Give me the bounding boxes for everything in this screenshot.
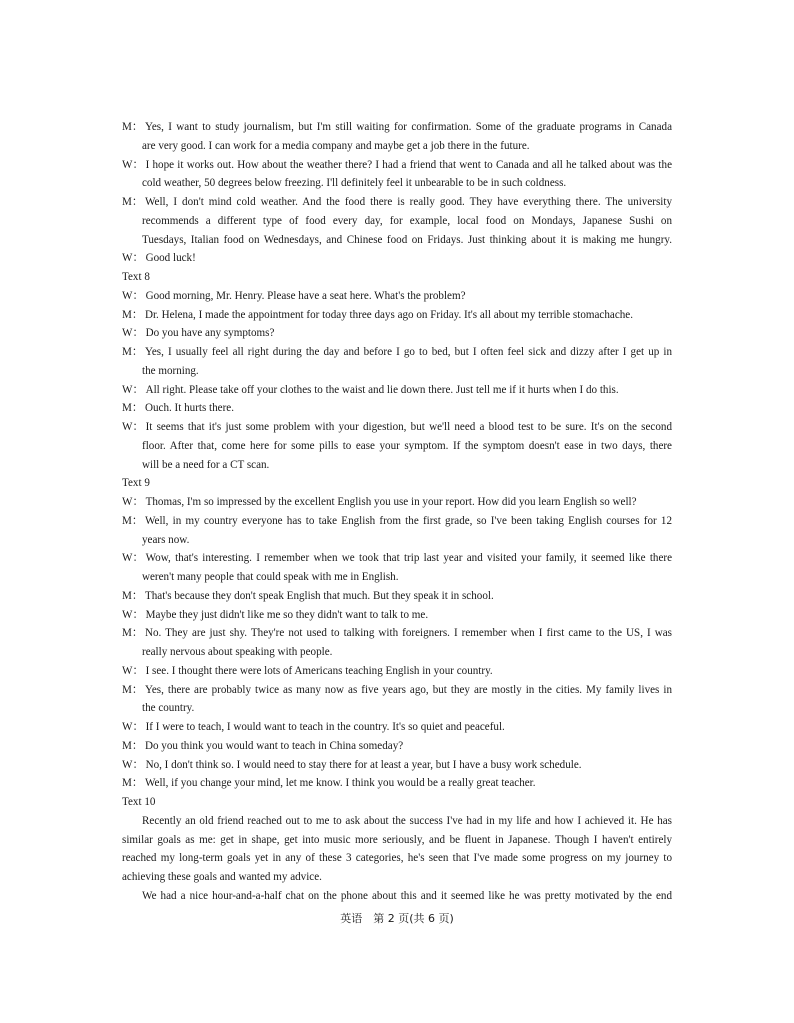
- dialogue-line: [122, 324, 672, 343]
- dialogue-line: [122, 606, 672, 625]
- dialogue-continuation: will be a need for a CT scan.: [142, 458, 270, 471]
- dialogue-continuation: recommends a different type of food every day, for example, local food on Mondays, Japanese Sushi on: [142, 214, 672, 227]
- dialogue-line: [122, 756, 672, 775]
- dialogue-text: Yes, I usually feel all right during the day and before I go to bed, but I often feel sick and dizzy after I get up in: [144, 346, 672, 358]
- section-heading: Text 10: [122, 796, 156, 808]
- dialogue-text: It seems that it's just some problem with your digestion, but we'll need a blood test to be sure. It's on the second: [145, 421, 672, 433]
- dialogue-line: [122, 718, 672, 737]
- page-footer: 英语 第 2 页(共 6 页): [340, 912, 454, 925]
- dialogue-text: Good morning, Mr. Henry. Please have a seat here. What's the problem?: [145, 289, 466, 302]
- dialogue-text: Well, if you change your mind, let me know. I think you would be a really great teacher.: [144, 777, 536, 790]
- dialogue-continuation: are very good. I can work for a media company and maybe get a job there in the future.: [142, 139, 530, 152]
- speaker-label: M：: [122, 196, 143, 208]
- speaker-label: W：: [122, 383, 144, 396]
- speaker-label: M：: [122, 121, 143, 133]
- speaker-label: W：: [122, 664, 144, 677]
- speaker-label: W：: [122, 158, 144, 171]
- dialogue-continuation: really nervous about speaking with people.: [142, 646, 333, 658]
- speaker-label: W：: [122, 252, 144, 265]
- dialogue-text: Do you have any symptoms?: [145, 327, 275, 340]
- dialogue-line: [122, 493, 672, 512]
- dialogue-continuation: the country.: [142, 702, 195, 715]
- paragraph-last-line: achieving these goals and wanted my advice.: [122, 871, 322, 883]
- dialogue-line: [122, 399, 672, 418]
- dialogue-text: Well, in my country everyone has to take English from the first grade, so I've been taking English courses for 12: [144, 514, 672, 527]
- dialogue-text: No. They are just shy. They're not used to talking with foreigners. I remember when I first came to the US, I was: [144, 627, 672, 640]
- dialogue-text: Dr. Helena, I made the appointment for today three days ago on Friday. It's all about my terrible stomachache.: [144, 308, 633, 321]
- dialogue-text: No, I don't think so. I would need to stay there for at least a year, but I have a busy work schedule.: [145, 758, 582, 771]
- dialogue-line: [122, 681, 672, 700]
- dialogue-line: [122, 662, 672, 681]
- speaker-label: M：: [122, 777, 143, 790]
- dialogue-text: I see. I thought there were lots of Americans teaching English in your country.: [145, 664, 493, 677]
- speaker-label: W：: [122, 608, 144, 621]
- speaker-label: M：: [122, 627, 143, 640]
- dialogue-line: [122, 343, 672, 362]
- dialogue-text: Maybe they just didn't like me so they didn't want to talk to me.: [145, 608, 429, 621]
- dialogue-line: [122, 549, 672, 568]
- speaker-label: M：: [122, 308, 143, 321]
- paragraph-line: reached my long-term goals yet in any of these 3 categories, he's seen that I've made some progress on my journey to: [122, 852, 672, 865]
- speaker-label: M：: [122, 346, 143, 358]
- dialogue-continuation: the morning.: [142, 364, 199, 377]
- speaker-label: M：: [122, 514, 143, 527]
- dialogue-line: [122, 512, 672, 531]
- dialogue-line: [122, 737, 672, 756]
- dialogue-line: [122, 381, 672, 400]
- dialogue-text: If I were to teach, I would want to teach in the country. It's so quiet and peaceful.: [145, 721, 505, 733]
- speaker-label: M：: [122, 739, 143, 752]
- dialogue-text: I hope it works out. How about the weather there? I had a friend that went to Canada and all he talked about was the: [145, 158, 672, 171]
- paragraph-first-line: We had a nice hour-and-a-half chat on the phone about this and it seemed like he was pretty motivated by the end: [142, 889, 672, 902]
- dialogue-continuation: Tuesdays, Italian food on Wednesdays, and Chinese food on Fridays. Just thinking about it is making me hungry.: [142, 233, 672, 246]
- dialogue-line: [122, 774, 672, 793]
- paragraph-first-line: Recently an old friend reached out to me to ask about the success I've had in my life and how I achieved it. He has: [142, 814, 672, 827]
- section-heading: Text 8: [122, 271, 150, 283]
- paragraph-line: similar goals as me: get in shape, get into music more seriously, and be fluent in Japanese. Though I haven't entirely: [122, 833, 672, 846]
- dialogue-text: That's because they don't speak English that much. But they speak it in school.: [144, 589, 494, 602]
- dialogue-continuation: cold weather, 50 degrees below freezing. I'll definitely feel it unbearable to be in such coldness.: [142, 177, 567, 190]
- dialogue-continuation: years now.: [142, 533, 190, 546]
- dialogue-line: [122, 249, 672, 268]
- speaker-label: M：: [122, 589, 143, 602]
- section-heading: Text 9: [122, 477, 150, 490]
- speaker-label: W：: [122, 496, 144, 508]
- dialogue-line: [122, 587, 672, 606]
- dialogue-text: Well, I don't mind cold weather. And the food there is really good. They have everything there. The university: [144, 196, 672, 208]
- dialogue-line: [122, 418, 672, 437]
- dialogue-line: [122, 156, 672, 175]
- speaker-label: W：: [122, 721, 144, 733]
- dialogue-line: [122, 118, 672, 137]
- speaker-label: M：: [122, 402, 143, 415]
- dialogue-text: Good luck!: [145, 252, 196, 265]
- dialogue-text: Do you think you would want to teach in China someday?: [144, 739, 404, 752]
- dialogue-line: [122, 287, 672, 306]
- dialogue-text: Yes, there are probably twice as many now as five years ago, but they are mostly in the cities. My family lives in: [144, 683, 672, 696]
- dialogue-text: All right. Please take off your clothes to the waist and lie down there. Just tell me if it hurts when I do this.: [145, 383, 619, 396]
- dialogue-line: [122, 193, 672, 212]
- dialogue-continuation: floor. After that, come here for some pills to ease your symptom. If the symptom doesn't ease in two days, there: [142, 439, 672, 452]
- speaker-label: W：: [122, 327, 144, 340]
- speaker-label: W：: [122, 289, 144, 302]
- dialogue-text: Yes, I want to study journalism, but I'm still waiting for confirmation. Some of the graduate programs in Canada: [144, 121, 672, 133]
- dialogue-line: [122, 306, 672, 325]
- dialogue-text: Wow, that's interesting. I remember when we took that trip last year and visited your family, it seemed like there: [145, 552, 672, 565]
- speaker-label: W：: [122, 421, 144, 433]
- dialogue-text: Ouch. It hurts there.: [144, 402, 235, 415]
- speaker-label: W：: [122, 758, 144, 771]
- dialogue-text: Thomas, I'm so impressed by the excellent English you use in your report. How did you learn English so well?: [145, 496, 637, 508]
- speaker-label: M：: [122, 683, 143, 696]
- speaker-label: W：: [122, 552, 144, 565]
- dialogue-continuation: weren't many people that could speak with me in English.: [142, 571, 399, 583]
- document-body: [122, 118, 672, 906]
- dialogue-line: [122, 624, 672, 643]
